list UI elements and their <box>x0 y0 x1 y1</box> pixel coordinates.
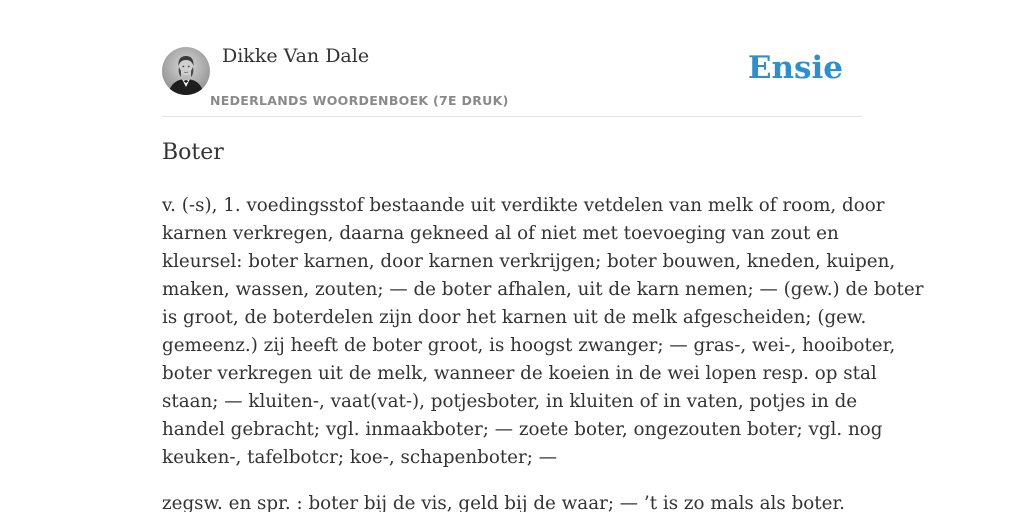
definition-line: maken, wassen, zouten; — de boter afhalen, uit de karn nemen; — (gew.) de boter <box>162 279 924 300</box>
entry-definition <box>162 192 924 472</box>
definition-line: gemeenz.) zij heeft de boter groot, is hoogst zwanger; — gras-, wei-, hooiboter, <box>162 335 896 356</box>
definition-line: handel gebracht; vgl. inmaakboter; — zoete boter, ongezouten boter; vgl. nog <box>162 419 883 440</box>
definition-line: kleursel: boter karnen, door karnen verkrijgen; boter bouwen, kneden, kuipen, <box>162 251 896 272</box>
definition-line: karnen verkregen, daarna gekneed al of niet met toevoeging van zout en <box>162 223 839 244</box>
portrait-photo-icon <box>162 47 210 95</box>
author-avatar[interactable] <box>162 47 210 95</box>
definition-line: is groot, de boterdelen zijn door het karnen uit de melk afgescheiden; (gew. <box>162 307 867 328</box>
definition-line: keuken-, tafelbotcr; koe-, schapenboter; — <box>162 447 557 468</box>
ensie-logo[interactable]: Ensie <box>747 50 843 86</box>
source-label[interactable]: NEDERLANDS WOORDENBOEK (7E DRUK) <box>210 93 509 108</box>
definition-line: staan; — kluiten-, vaat(vat-), potjesboter, in kluiten of in vaten, potjes in de <box>162 391 858 412</box>
definition-line: v. (-s), 1. voedingsstof bestaande uit verdikte vetdelen van melk of room, door <box>162 195 885 216</box>
definition-line: boter verkregen uit de melk, wanneer de koeien in de wei lopen resp. op stal <box>162 363 877 384</box>
entry-title: Boter <box>162 140 224 165</box>
page-header <box>162 0 862 117</box>
entry-continuation: zegsw. en spr. : boter bij de vis, geld bij de waar; — ’t is zo mals als boter. <box>162 493 845 512</box>
author-name[interactable]: Dikke Van Dale <box>222 45 370 67</box>
